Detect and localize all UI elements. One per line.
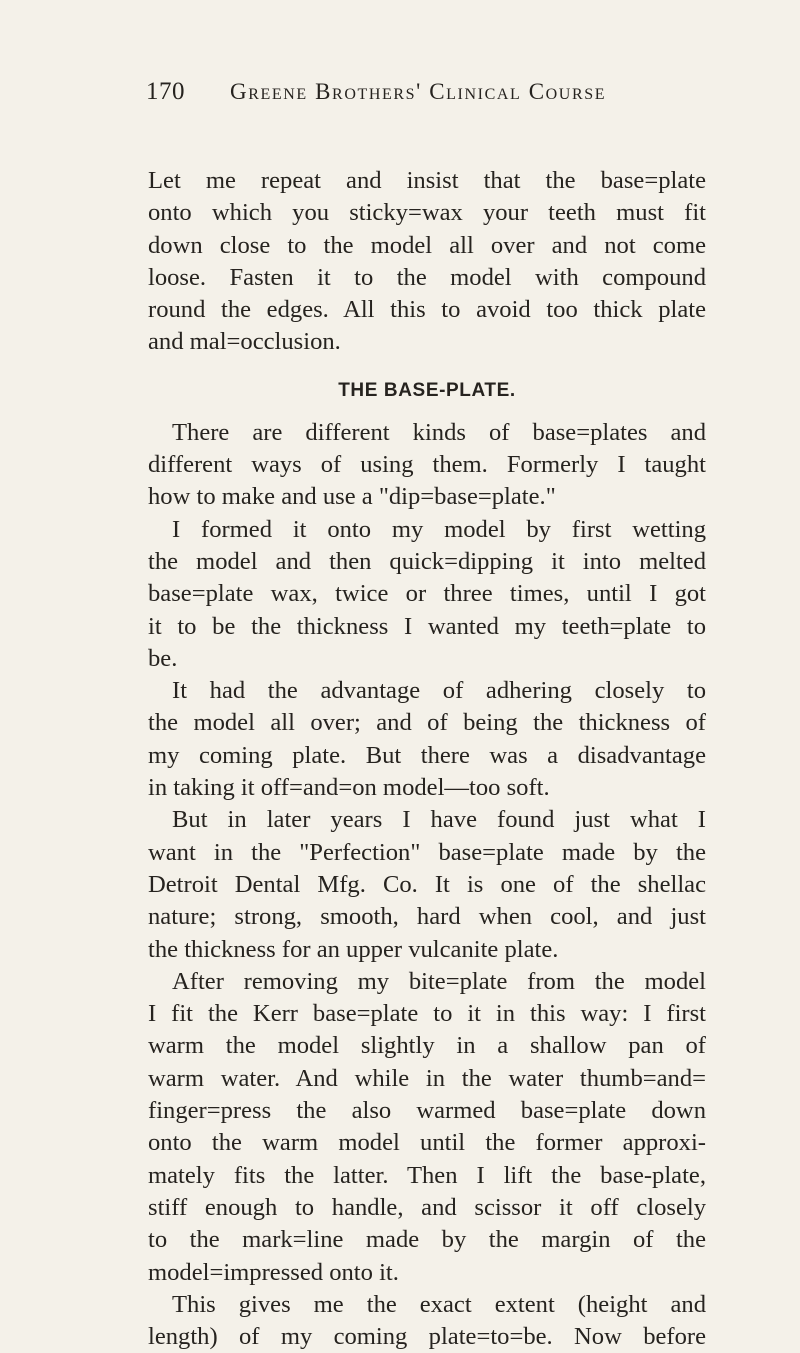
text-line: finger=press the also warmed base=plate down — [148, 1097, 706, 1125]
text-line: it to be the thickness I wanted my teeth=plate to — [148, 612, 706, 640]
text-line: I formed it onto my model by first wetting — [172, 515, 706, 543]
text-line: and mal=occlusion. — [148, 328, 341, 356]
text-line: how to make and use a "dip=base=plate." — [148, 483, 556, 511]
text-line: After removing my bite=plate from the model — [172, 967, 706, 995]
text-line: warm water. And while in the water thumb=and= — [148, 1064, 706, 1092]
paragraph — [148, 675, 706, 804]
text-line: It had the advantage of adhering closely to — [172, 677, 706, 705]
text-line: round the edges. All this to avoid too thick plate — [148, 296, 706, 324]
text-line: I fit the Kerr base=plate to it in this way: I first — [148, 1000, 706, 1028]
body-text — [148, 165, 706, 1353]
running-title: Greene Brothers' Clinical Course — [230, 79, 607, 104]
text-line: different ways of using them. Formerly I taught — [148, 451, 706, 479]
text-line: in taking it off=and=on model—too soft. — [148, 774, 550, 802]
text-line: my coming plate. But there was a disadvantage — [148, 741, 706, 769]
text-line: the model and then quick=dipping it into melted — [148, 547, 706, 575]
text-line: nature; strong, smooth, hard when cool, and just — [148, 903, 706, 931]
paragraph-intro — [148, 165, 706, 359]
paragraph — [148, 804, 706, 965]
text-line: mately fits the latter. Then I lift the base-plate, — [148, 1161, 706, 1189]
text-line: down close to the model all over and not come — [148, 231, 706, 259]
text-line: the model all over; and of being the thickness of — [148, 709, 706, 737]
text-line: stiff enough to handle, and scissor it off closely — [148, 1193, 706, 1221]
text-line: be. — [148, 644, 178, 672]
section-heading: THE BASE-PLATE. — [338, 379, 516, 401]
text-line: There are different kinds of base=plates and — [172, 418, 706, 446]
text-line: to the mark=line made by the margin of the — [148, 1226, 706, 1254]
paragraph — [148, 1289, 706, 1353]
text-line: the thickness for an upper vulcanite plate. — [148, 935, 559, 963]
text-line: But in later years I have found just what I — [172, 806, 706, 834]
paragraph — [148, 417, 706, 514]
text-line: This gives me the exact extent (height and — [172, 1290, 706, 1318]
text-line: length) of my coming plate=to=be. Now before — [148, 1323, 706, 1351]
text-line: model=impressed onto it. — [148, 1258, 399, 1286]
text-line: base=plate wax, twice or three times, until I got — [148, 580, 706, 608]
text-line: onto which you sticky=wax your teeth must fit — [148, 199, 706, 227]
text-line: loose. Fasten it to the model with compound — [148, 263, 706, 291]
paragraph — [148, 966, 706, 1289]
running-head — [146, 78, 706, 118]
text-line: Detroit Dental Mfg. Co. It is one of the shellac — [148, 870, 706, 898]
page-number: 170 — [146, 78, 185, 105]
text-line: Let me repeat and insist that the base=plate — [148, 167, 706, 194]
text-line: warm the model slightly in a shallow pan of — [148, 1032, 706, 1060]
paragraph — [148, 514, 706, 675]
text-line: want in the "Perfection" base=plate made by the — [148, 838, 706, 866]
text-line: onto the warm model until the former approxi- — [148, 1129, 706, 1157]
